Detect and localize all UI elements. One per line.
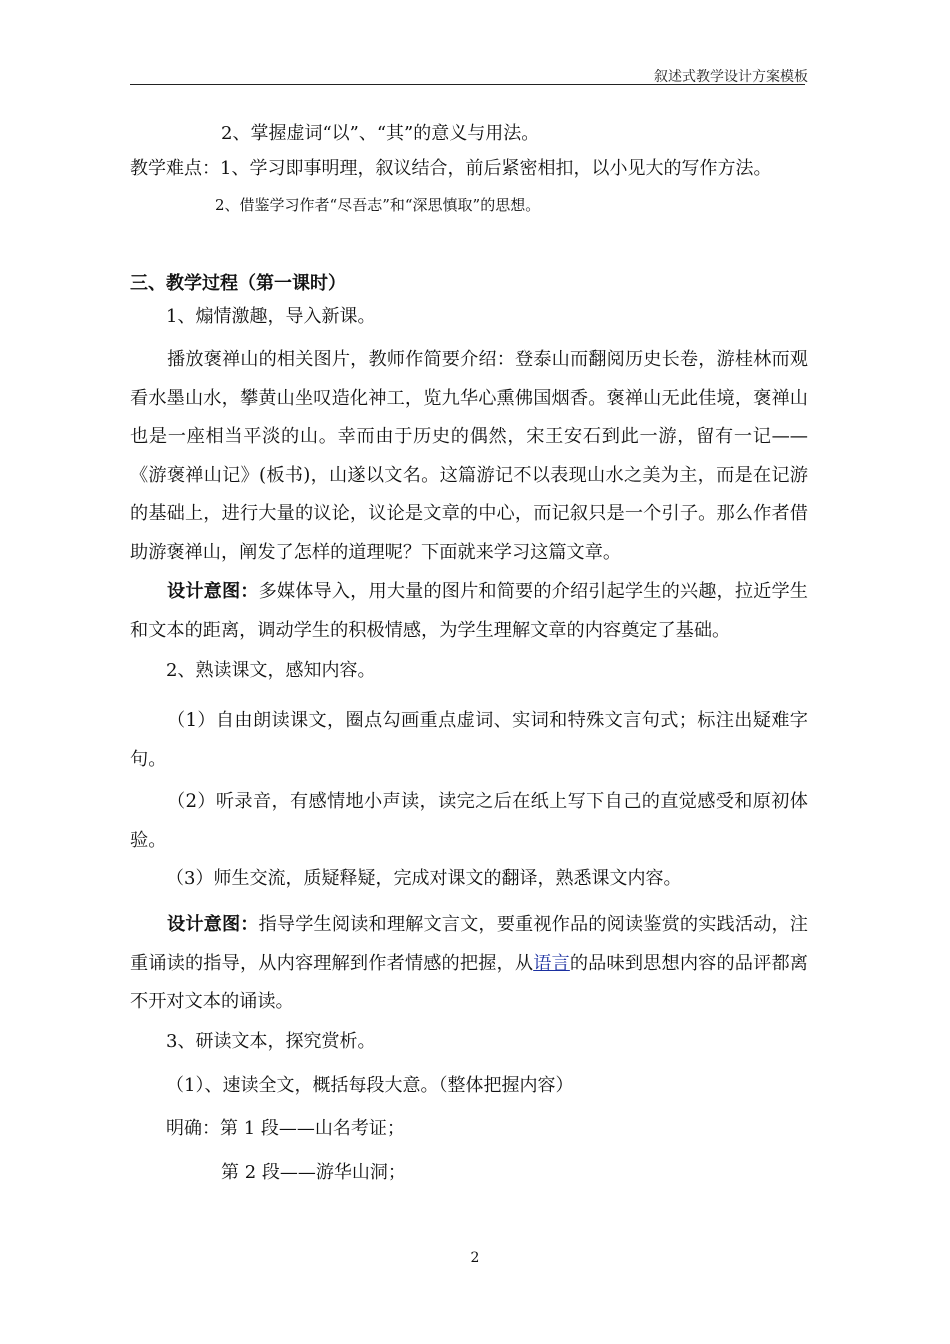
language-link[interactable]: 语言 — [533, 952, 570, 974]
step1-design-intent — [130, 573, 808, 650]
design-intent-label: 设计意图： — [167, 914, 259, 935]
difficulty-label: 教学难点： — [130, 158, 220, 179]
step2-item-2: （2）听录音，有感情地小声读，读完之后在纸上写下自己的直觉感受和原初体验。 — [130, 791, 808, 851]
step3-clarify: 明确：第 1 段——山名考证； — [166, 1118, 405, 1139]
design-intent-text-tail: 的品味到思想内容的品评都离不开对文本的诵读。 — [130, 952, 808, 1012]
difficulty-line-1 — [130, 157, 771, 181]
header-divider — [130, 84, 805, 85]
step1-body: 播放褒禅山的相关图片，教师作简要介绍：登泰山而翻阅历史长卷，游桂林而观看水墨山水，攀黄山坐叹造化神工，览九华心熏佛国烟香。褒禅山无此佳境，褒禅山也是一座相当平淡的山。幸而由于历史的偶然，宋王安石到此一游，留有一记——《游褒禅山记》(板书)，山遂以文名。这篇游记不以表现山水之美为主，而是在记游的基础上，进行大量的议论，议论是文章的中心，而记叙只是一个引子。那么作者借助游褒禅山，阐发了怎样的道理呢？下面就来学习这篇文章。 — [130, 349, 808, 563]
difficulty-item-2: 2、借鉴学习作者“尽吾志”和“深思慎取”的思想。 — [215, 196, 541, 214]
running-header-title: 叙述式教学设计方案模板 — [654, 69, 808, 85]
step2-item-3: （3）师生交流，质疑释疑，完成对课文的翻译，熟悉课文内容。 — [166, 868, 682, 889]
difficulty-item-1: 1、学习即事明理，叙议结合，前后紧密相扣，以小见大的写作方法。 — [220, 158, 772, 179]
step3-paragraph-2: 第 2 段——游华山洞； — [221, 1162, 406, 1183]
section-heading: 三、教学过程（第一课时） — [130, 273, 346, 294]
design-intent-text: 指导学生阅读和理解文言文，要重视作品的阅读鉴赏的实践活动，注重诵读的指导，从内容理解到作者情感的把握，从 — [130, 914, 808, 974]
design-intent-label: 设计意图： — [167, 581, 259, 602]
page-number: 2 — [470, 1250, 480, 1266]
key-point-2: 2、掌握虚词“以”、“其”的意义与用法。 — [221, 123, 540, 144]
step2-item-1: （1）自由朗读课文，圈点勾画重点虚词、实词和特殊文言句式；标注出疑难字句。 — [130, 710, 808, 770]
step2-title: 2、熟读课文，感知内容。 — [166, 660, 376, 681]
design-intent-text: 多媒体导入，用大量的图片和简要的介绍引起学生的兴趣，拉近学生和文本的距离，调动学生的积极情感，为学生理解文章的内容奠定了基础。 — [130, 581, 808, 641]
step3-title: 3、研读文本，探究赏析。 — [166, 1031, 376, 1052]
step1-title: 1、煽情激趣，导入新课。 — [166, 306, 376, 327]
step3-item-1: （1）、速读全文，概括每段大意。（整体把握内容） — [166, 1075, 574, 1096]
step2-design-intent — [130, 906, 808, 1022]
